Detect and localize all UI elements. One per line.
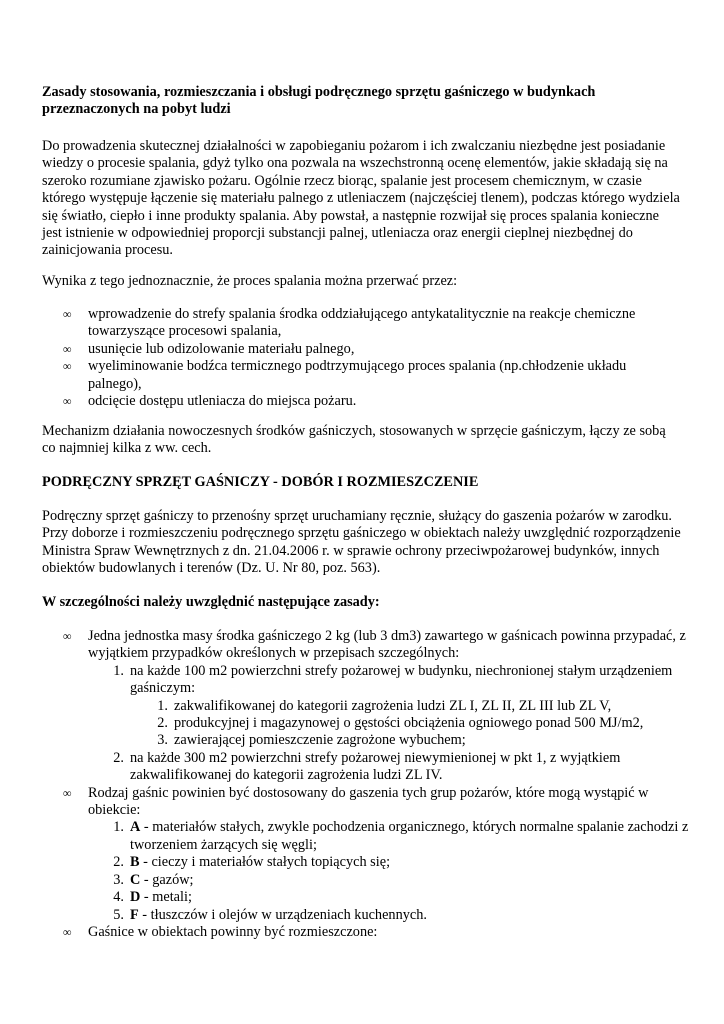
bullet-icon: ∞ <box>63 785 72 800</box>
list-item: ∞ Rodzaj gaśnic powinien być dostosowany do gaszenia tych grup pożarów, które mogą wystąpić w obiekcie: <box>63 784 649 819</box>
list-item: 2. produkcyjnej i magazynowej o gęstości obciążenia ogniowego ponad 500 MJ/m2, <box>157 715 644 732</box>
list-item: ∞ wprowadzenie do strefy spalania środka oddziałującego antykatalitycznie na reakcje chemiczne towarzyszące procesowi spalania, <box>63 306 636 340</box>
bullet-icon: ∞ <box>63 341 72 356</box>
bullet-icon: ∞ <box>63 394 72 409</box>
section-paragraph: Podręczny sprzęt gaśniczy to przenośny sprzęt uruchamiany ręcznie, służący do gaszenia pożarów w zarodku. Przy doborze i rozmieszczeniu podręcznego sprzętu gaśniczego w obiektach należy uwzględnić rozporządzenie Ministra Spraw Wewnętrznych z dn. 21.04.2006 r. w sprawie ochrony przeciwpożarowej budynków, innych obiektów budowlanych i terenów (Dz. U. Nr 80, poz. 563). <box>42 508 681 577</box>
list-item: 1. zakwalifikowanej do kategorii zagrożenia ludzi ZL I, ZL II, ZL III lub ZL V, <box>157 697 612 714</box>
interrupt-intro: Wynika z tego jednoznacznie, że proces spalania można przerwać przez: <box>42 273 458 289</box>
bullet-icon: ∞ <box>63 307 72 321</box>
mechanism-paragraph: Mechanizm działania nowoczesnych środków gaśniczych, stosowanych w sprzęcie gaśniczym, łączy ze sobą co najmniej kilka z ww. cech. <box>42 423 666 457</box>
list-item: 1. A - materiałów stałych, zwykle pochodzenia organicznego, których normalne spalanie zachodzi z tworzeniem żarzących się węgli; <box>113 819 689 853</box>
list-item: 4. D - metali; <box>113 889 192 906</box>
list-item: ∞ Jedna jednostka masy środka gaśniczego 2 kg (lub 3 dm3) zawartego w gaśnicach powinna przypadać, z wyjątkiem przypadków określonych w przepisach szczególnych: <box>63 628 686 662</box>
list-item: ∞ odcięcie dostępu utleniacza do miejsca pożaru. <box>63 393 357 410</box>
rules-list <box>42 628 702 941</box>
list-item: 2. na każde 300 m2 powierzchni strefy pożarowej niewymienionej w pkt 1, z wyjątkiem zakwalifikowanej do kategorii zagrożenia ludzi ZL IV. <box>113 749 621 784</box>
intro-paragraph: Do prowadzenia skutecznej działalności w zapobieganiu pożarom i ich zwalczaniu niezbędne jest posiadanie wiedzy o procesie spalania, gdyż tylko ona pozwala na wszechstronną ocenę elementów, jakie składają się na szeroko rozumiane zjawisko pożaru. Ogólnie rzecz biorąc, spalanie jest procesem chemicznym, w czasie którego występuje łączenie się materiału palnego z utleniaczem (najczęściej tlenem), podczas którego wydziela się światło, ciepło i inne produkty spalania. Aby powstał, a następnie rozwijał się proces spalania konieczne jest istnienie w odpowiedniej proporcji substancji palnej, utleniacza oraz energii cieplnej niezbędnej do zainicjowania procesu. <box>42 138 680 259</box>
bullet-icon: ∞ <box>63 924 72 939</box>
list-item: 3. C - gazów; <box>113 871 194 888</box>
rules-heading: W szczególności należy uwzględnić następujące zasady: <box>42 594 380 610</box>
list-item: 5. F - tłuszczów i olejów w urządzeniach kuchennych. <box>113 906 427 923</box>
bullet-icon: ∞ <box>63 629 72 643</box>
list-item: 1. na każde 100 m2 powierzchni strefy pożarowej w budynku, niechronionej stałym urządzeniem gaśniczym: <box>113 662 673 697</box>
interrupt-list <box>42 306 682 410</box>
list-item: ∞ wyeliminowanie bodźca termicznego podtrzymującego proces spalania (np.chłodzenie układu palnego), <box>63 358 627 392</box>
section-heading: PODRĘCZNY SPRZĘT GAŚNICZY - DOBÓR I ROZMIESZCZENIE <box>42 474 479 490</box>
list-item: ∞ usunięcie lub odizolowanie materiału palnego, <box>63 340 355 357</box>
list-item: 3. zawierającej pomieszczenie zagrożone wybuchem; <box>157 732 466 749</box>
list-item: ∞ Gaśnice w obiektach powinny być rozmieszczone: <box>63 923 378 940</box>
document-title: Zasady stosowania, rozmieszczania i obsługi podręcznego sprzętu gaśniczego w budynkach przeznaczonych na pobyt ludzi <box>42 84 596 118</box>
bullet-icon: ∞ <box>63 359 72 374</box>
list-item: 2. B - cieczy i materiałów stałych topiących się; <box>113 854 391 871</box>
